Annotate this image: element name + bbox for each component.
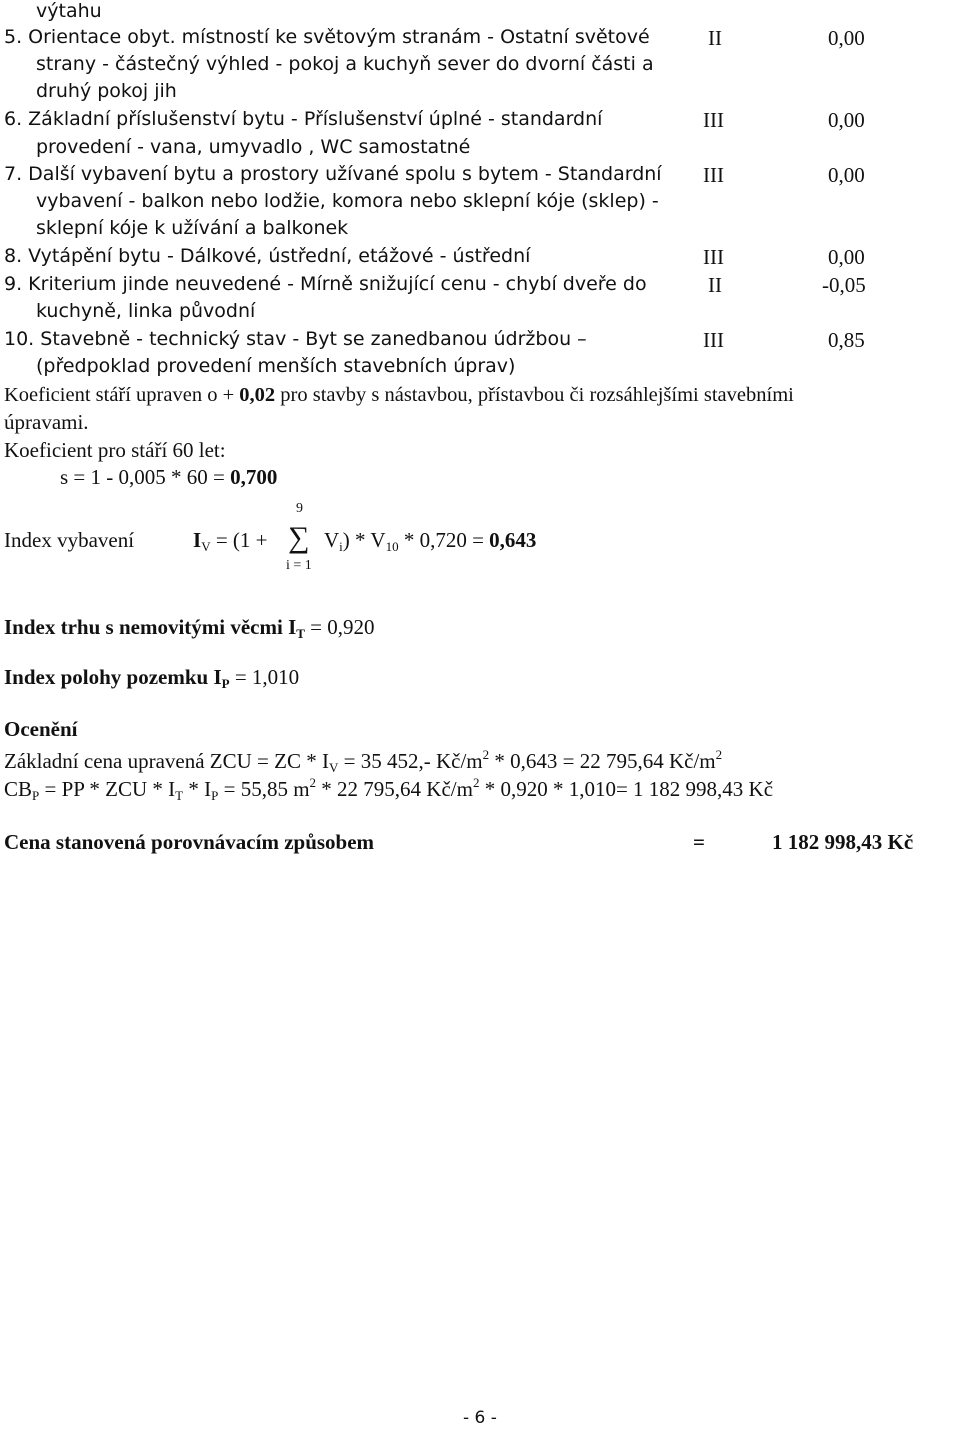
item-text-line: provedení - vana, umyvadlo , WC samostatné [36, 136, 471, 158]
item-grade: II [708, 26, 722, 50]
sum-upper-limit: 9 [296, 501, 303, 516]
item-grade: II [708, 273, 722, 297]
age-coef-label: Koeficient pro stáří 60 let: [4, 438, 226, 462]
index-equipment-formula-rest: $V_i) * V_{10} * 0,720 = 0,643$ [324, 528, 537, 554]
item-text-line: kuchyně, linka původní [36, 300, 256, 322]
item-value: 0,00 [828, 26, 865, 50]
item-text-line: 5. Orientace obyt. místností ke světovým stranám - Ostatní světové [4, 26, 650, 48]
item-grade: III [703, 328, 724, 352]
sum-symbol: ∑ [288, 521, 310, 554]
item-value: 0,00 [828, 245, 865, 269]
index-equipment-formula: $I_V = (1$ + [193, 528, 268, 554]
valuation-line-1: Základní cena upravená ZCU = ZC * $I_V = 35$ 452,- $Kč/m^2 * 0,643 = 22$ 795,64 $Kč/m^2$ [4, 747, 723, 775]
item-value: 0,85 [828, 328, 865, 352]
age-coef-formula: s = 1 - 0,005 * 60 = 0,700 [60, 465, 278, 489]
item-text-line: 8. Vytápění bytu - Dálkové, ústřední, etážové - ústřední [4, 245, 531, 267]
age-note-line: úpravami. [4, 410, 89, 434]
item-text-line: 10. Stavebně - technický stav - Byt se zanedbanou údržbou – [4, 328, 587, 350]
valuation-line-2: $CB_P$ = PP * ZCU * $I_T * I_P = 55,85$ $m^2 * 22$ 795,64 $Kč/m^2 * 0,920 * 1,010= 1$ 182 998,43 Kč [4, 775, 774, 803]
item-text-line: 6. Základní příslušenství bytu - Příslušenství úplné - standardní [4, 108, 603, 130]
item-value: 0,00 [828, 108, 865, 132]
item-text-line: vybavení - balkon nebo lodžie, komora nebo sklepní kóje (sklep) - [36, 190, 659, 212]
item-value: -0,05 [822, 273, 866, 297]
item-grade: III [703, 108, 724, 132]
index-equipment-label: Index vybavení [4, 528, 135, 552]
age-note-line: Koeficient stáří upraven o + 0,02 pro stavby s nástavbou, přístavbou či rozsáhlejšími stavebními [4, 384, 794, 406]
sum-lower-limit: i = 1 [286, 558, 312, 573]
item-text-line: sklepní kóje k užívání a balkonek [36, 217, 349, 239]
page-number: - 6 - [463, 1408, 497, 1428]
valuation-heading: Ocenění [4, 717, 78, 741]
item-grade: III [703, 245, 724, 269]
index-location: Index polohy pozemku $I_P = 1,010$ [4, 665, 300, 691]
final-equals: = [693, 830, 705, 854]
item-text-line: 7. Další vybavení bytu a prostory užívané spolu s bytem - Standardní [4, 163, 662, 185]
final-label: Cena stanovená porovnávacím způsobem [4, 830, 375, 854]
index-market: Index trhu s nemovitými věcmi $I_T = 0,920$ [4, 615, 375, 641]
item-grade: III [703, 163, 724, 187]
final-value: 1 182 998,43 Kč [772, 830, 914, 854]
item-text-line: (předpoklad provedení menších stavebních úprav) [36, 355, 516, 377]
item-text-line: výtahu [36, 0, 102, 22]
item-text-line: druhý pokoj jih [36, 80, 177, 102]
item-text-line: 9. Kriterium jinde neuvedené - Mírně snižující cenu - chybí dveře do [4, 273, 647, 295]
item-value: 0,00 [828, 163, 865, 187]
item-text-line: strany - částečný výhled - pokoj a kuchyň sever do dvorní části a [36, 53, 654, 75]
